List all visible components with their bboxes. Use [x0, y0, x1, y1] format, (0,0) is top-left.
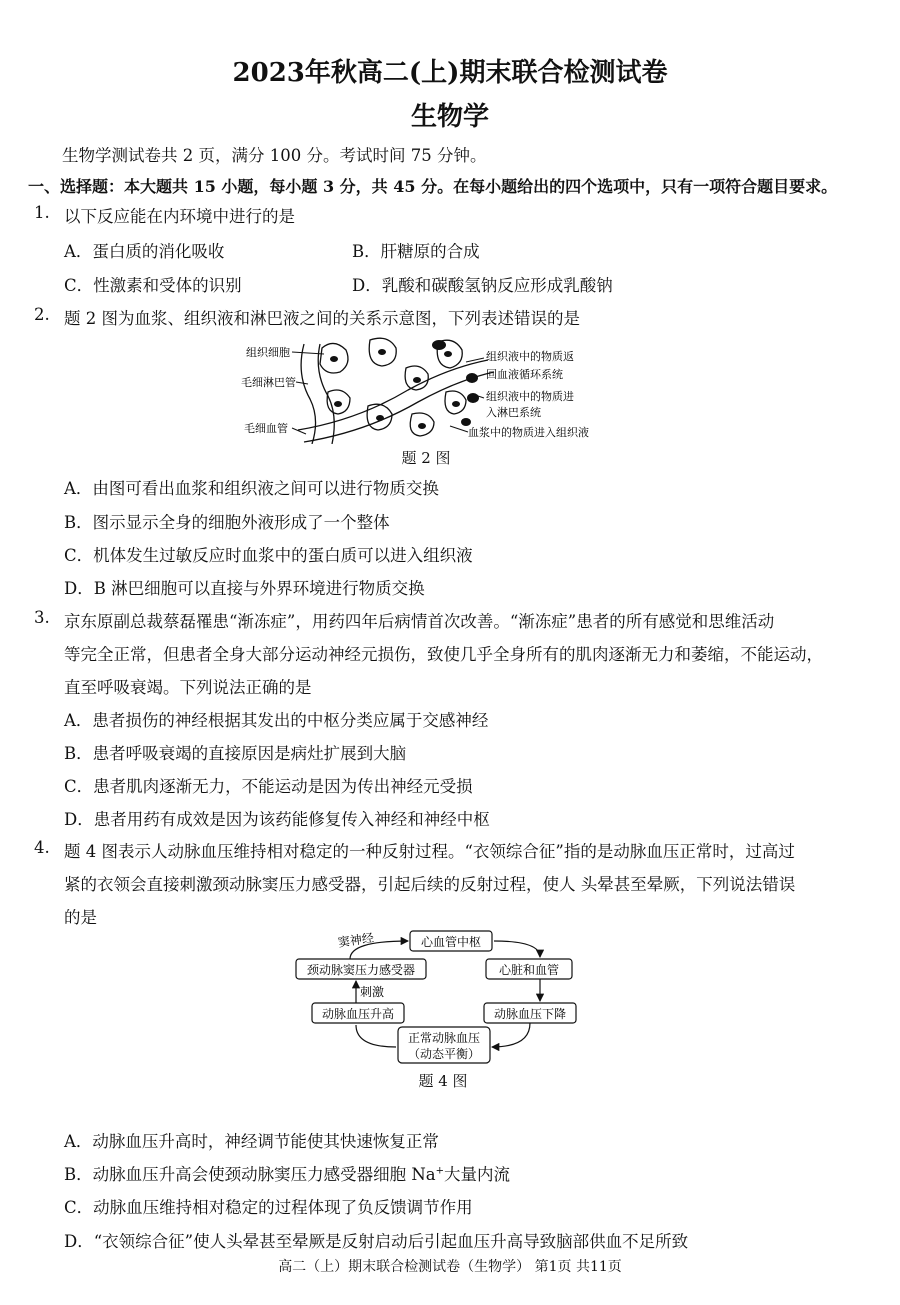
q3-stem-line2: 等完全正常，但患者全身大部分运动神经元损伤，致使几乎全身所有的肌肉逐渐无力和萎缩，不能运动，: [64, 645, 823, 664]
q4-option-b-tail: 大量内流: [444, 1165, 511, 1184]
q4-number: 4.: [34, 838, 50, 857]
fig4-fall: 动脉血压下降: [493, 1007, 567, 1021]
fig4-balance: （动态平衡）: [407, 1047, 481, 1061]
q3-stem-line3: 直至呼吸衰竭。下列说法正确的是: [64, 678, 312, 697]
q3-stem-line1: 京东原副总裁蔡磊罹患“渐冻症”，用药四年后病情首次改善。“渐冻症”患者的所有感觉和思维活动: [64, 612, 775, 631]
q4-option-b-sup: +: [435, 1165, 445, 1177]
q2-number: 2.: [34, 305, 50, 324]
page-footer: 高二（上）期末联合检测试卷（生物学） 第1页 共11页: [278, 1259, 622, 1275]
fig4-sinus-nerve: 窦神经: [337, 930, 375, 950]
q3-number: 3.: [34, 608, 50, 627]
q4-option-c: C．动脉血压维持相对稳定的过程体现了负反馈调节作用: [64, 1198, 473, 1217]
q4-option-b: [64, 1161, 510, 1185]
q3-option-c: C．患者肌肉逐渐无力，不能运动是因为传出神经元受损: [64, 777, 473, 796]
q1-option-d: D．乳酸和碳酸氢钠反应形成乳酸钠: [352, 276, 613, 295]
q4-option-a: A．动脉血压升高时，神经调节能使其快速恢复正常: [64, 1132, 439, 1151]
fig2-label-to-lymph-1: 组织液中的物质进: [486, 390, 574, 403]
blood-capillary-wall: [298, 360, 488, 430]
q4-figure-caption: 题 4 图: [418, 1072, 468, 1090]
q1-number: 1.: [34, 203, 50, 222]
fig4-heart: 心脏和血管: [498, 963, 560, 977]
fig4-normal: 正常动脉血压: [407, 1031, 481, 1045]
fig4-center: 心血管中枢: [420, 935, 482, 949]
q3-option-a: A．患者损伤的神经根据其发出的中枢分类应属于交感神经: [64, 711, 489, 730]
q2-option-d: D．B 淋巴细胞可以直接与外界环境进行物质交换: [64, 579, 425, 598]
q4-figure: [290, 925, 590, 1065]
q4-stem-line1: 题 4 图表示人动脉血压维持相对稳定的一种反射过程。“衣领综合征”指的是动脉血压正常时，过高过: [64, 842, 795, 861]
exam-intro: 生物学测试卷共 2 页，满分 100 分。考试时间 75 分钟。: [62, 146, 487, 165]
q2-option-c: C．机体发生过敏反应时血浆中的蛋白质可以进入组织液: [64, 546, 473, 565]
fig4-receptor: 颈动脉窦压力感受器: [306, 963, 416, 977]
q4-option-d: D．“衣领综合征”使人头晕甚至晕厥是反射启动后引起血压升高导致脑部供血不足所致: [64, 1232, 689, 1251]
q1-option-c: C．性激素和受体的识别: [64, 276, 242, 295]
q1-stem: 以下反应能在内环境中进行的是: [64, 207, 295, 226]
fig4-stimulus: 刺激: [360, 985, 385, 999]
q3-option-b: B．患者呼吸衰竭的直接原因是病灶扩展到大脑: [64, 744, 407, 763]
fig2-label-blood-capillary: 毛细血管: [244, 422, 288, 435]
fig2-label-lymph-capillary: 毛细淋巴管: [241, 376, 296, 389]
fig2-label-return-blood-2: 回血液循环系统: [486, 368, 563, 381]
q2-figure: [240, 334, 620, 444]
q2-option-a: A．由图可看出血浆和组织液之间可以进行物质交换: [64, 479, 439, 498]
exam-title: 2023年秋高二(上)期末联合检测试卷: [232, 58, 668, 88]
q2-option-b: B．图示显示全身的细胞外液形成了一个整体: [64, 513, 390, 532]
fig2-label-return-blood-1: 组织液中的物质返: [486, 350, 574, 363]
q2-figure-caption: 题 2 图: [401, 449, 451, 467]
q2-stem: 题 2 图为血浆、组织液和淋巴液之间的关系示意图，下列表述错误的是: [64, 309, 580, 328]
subject-title: 生物学: [410, 102, 489, 132]
q1-option-b: B．肝糖原的合成: [352, 242, 480, 261]
q1-option-a: A．蛋白质的消化吸收: [64, 242, 225, 261]
fig2-label-plasma-to-tissue: 血浆中的物质进入组织液: [468, 426, 589, 439]
fig2-label-to-lymph-2: 入淋巴系统: [486, 406, 541, 419]
fig2-label-cell: 组织细胞: [246, 346, 290, 359]
q4-stem-line2: 紧的衣领会直接刺激颈动脉窦压力感受器，引起后续的反射过程，使人 头晕甚至晕厥，下列说法错误: [64, 875, 796, 894]
section-heading: 一、选择题：本大题共 15 小题，每小题 3 分，共 45 分。在每小题给出的四个选项中，只有一项符合题目要求。: [28, 177, 838, 196]
q4-stem-line3: 的是: [64, 908, 97, 927]
q4-option-b-main: B．动脉血压升高会使颈动脉窦压力感受器细胞 Na: [64, 1165, 436, 1184]
fig4-rise: 动脉血压升高: [321, 1007, 395, 1021]
q3-option-d: D．患者用药有成效是因为该药能修复传入神经和神经中枢: [64, 810, 490, 829]
